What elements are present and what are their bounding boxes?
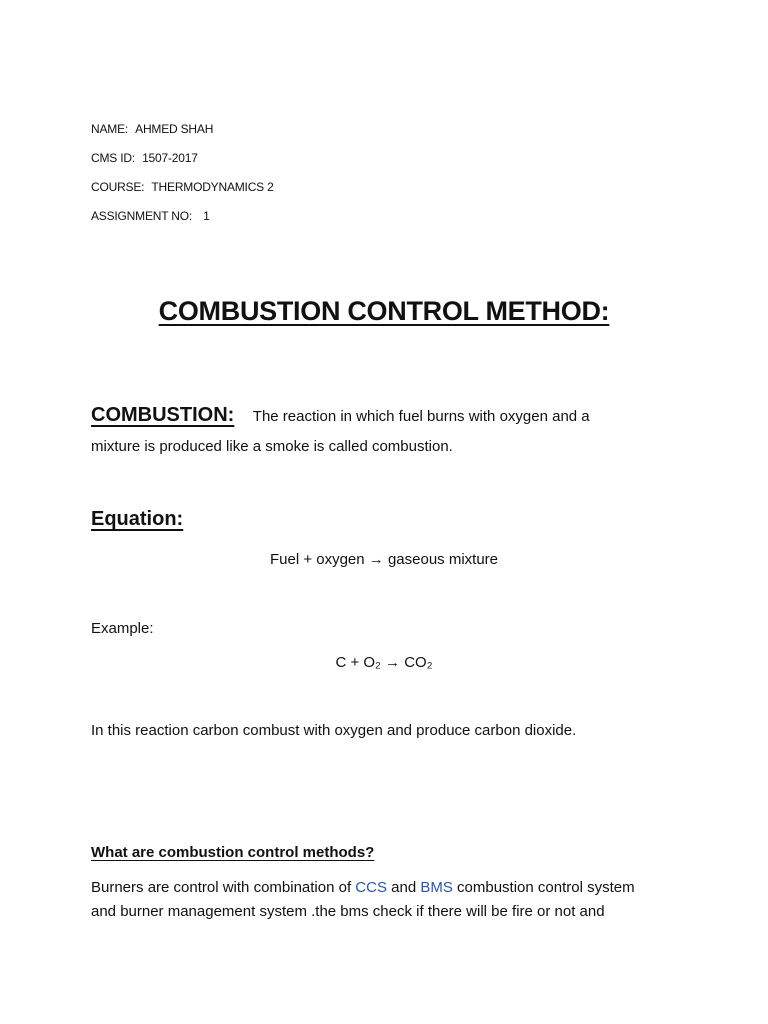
ccs-term: CCS [355, 879, 387, 896]
name-value: AHMED SHAH [135, 122, 214, 136]
combustion-definition-line2: mixture is produced like a smoke is called combustion. [91, 438, 453, 455]
methods-question: What are combustion control methods? [91, 844, 375, 861]
methods-line1 [91, 879, 635, 896]
equation-heading: Equation: [91, 508, 184, 530]
combustion-definition-line [91, 404, 590, 427]
methods-line2: and burner management system .the bms check if there will be fire or not and [91, 903, 605, 920]
combustion-heading: COMBUSTION: [91, 404, 235, 426]
bms-term: BMS [420, 879, 453, 896]
name-label: NAME: [91, 122, 129, 136]
cms-id-line [91, 151, 198, 165]
course-label: COURSE: [91, 180, 145, 194]
methods-line1-part2: combustion control system [452, 879, 635, 896]
course-value: THERMODYNAMICS 2 [151, 180, 274, 194]
assignment-value: 1 [203, 209, 210, 223]
cms-id-label: CMS ID: [91, 151, 135, 165]
example-explanation: In this reaction carbon combust with oxygen and produce carbon dioxide. [91, 722, 577, 739]
combustion-definition-line1: The reaction in which fuel burns with oxygen and a [252, 408, 590, 425]
course-line [91, 180, 274, 194]
methods-line1-and: and [386, 879, 421, 896]
assignment-line [91, 209, 210, 223]
document-title-text: COMBUSTION CONTROL METHOD: [158, 296, 610, 326]
methods-line1-part1: Burners are control with combination of [91, 879, 356, 896]
assignment-label: ASSIGNMENT NO: [91, 209, 192, 223]
example-formula: C + O₂ → CO₂ [335, 654, 433, 671]
document-title [0, 296, 768, 327]
cms-id-value: 1507-2017 [142, 151, 198, 165]
example-label: Example: [91, 620, 154, 637]
name-line [91, 122, 213, 136]
equation-formula: Fuel + oxygen → gaseous mixture [269, 551, 499, 568]
